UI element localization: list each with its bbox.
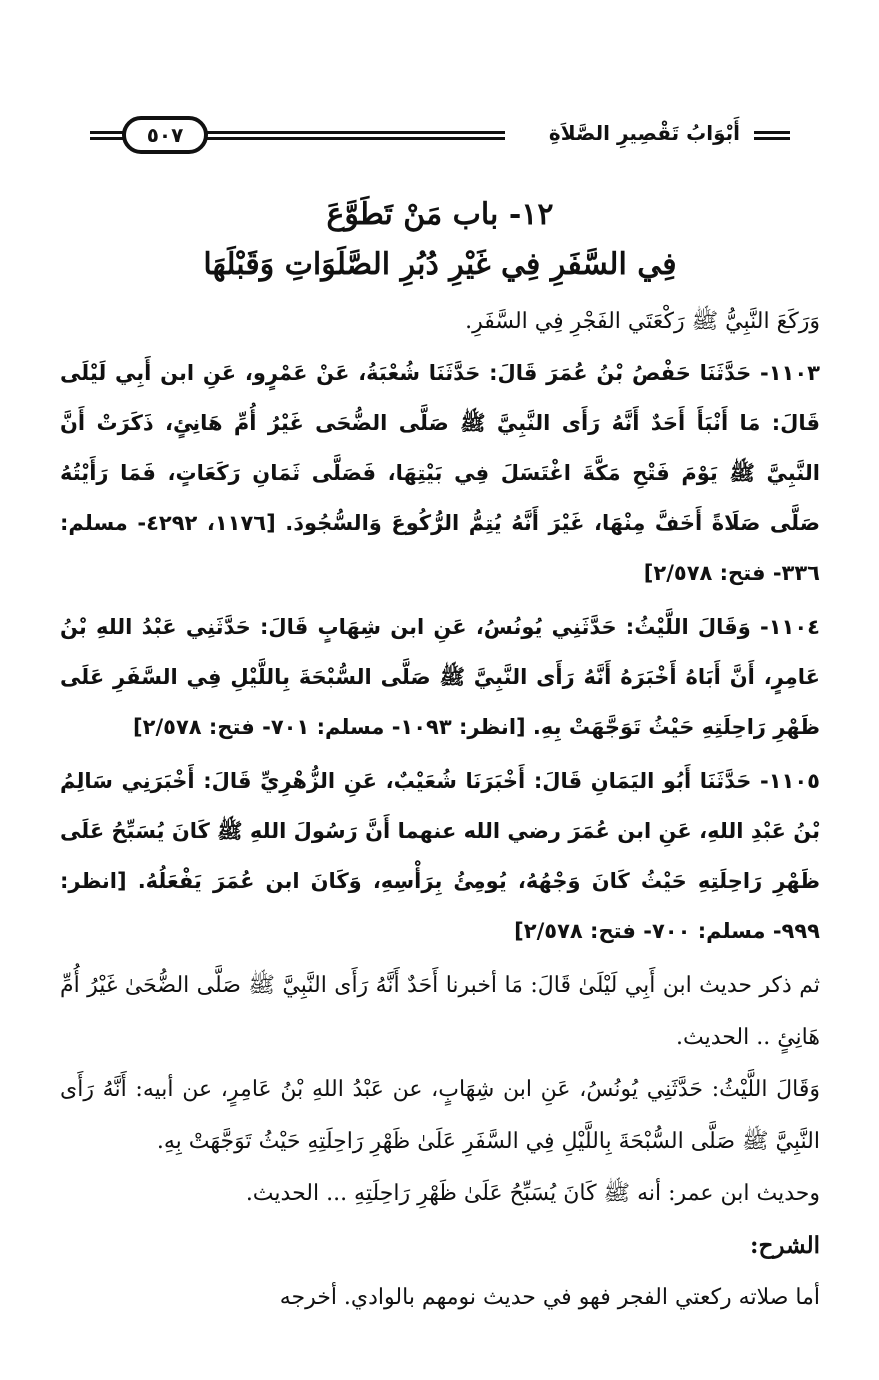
page-content [60,190,820,1324]
hadith-1105: ١١٠٥- حَدَّثَنَا أَبُو اليَمَانِ قَالَ: أَخْبَرَنَا شُعَيْبٌ، عَنِ الزُّهْرِيِّ قَالَ: أَخْبَرَنِي سَالِمُ بْنُ عَبْدِ اللهِ، عَنِ ابن عُمَرَ رضي الله عنهما أَنَّ رَسُولَ اللهِ ﷺ كَانَ يُسَبِّحُ عَلَى ظَهْرِ رَاحِلَتِهِ حَيْثُ كَانَ وَجْهُهُ، يُومِئُ بِرَأْسِهِ، وَكَانَ ابن عُمَرَ يَفْعَلُهُ. [انظر: ٩٩٩- مسلم: ٧٠٠- فتح: ٢/٥٧٨] [60,769,820,943]
page-number: ٥٠٧ [122,116,208,154]
hadith-1103: ١١٠٣- حَدَّثَنَا حَفْصُ بْنُ عُمَرَ قَالَ: حَدَّثَنَا شُعْبَةُ، عَنْ عَمْرٍو، عَنِ ابن أَبِي لَيْلَى قَالَ: مَا أَنْبَأَ أَحَدٌ أَنَّهُ رَأَى النَّبِيَّ ﷺ صَلَّى الضُّحَى غَيْرُ أُمِّ هَانِئٍ، ذَكَرَتْ أَنَّ النَّبِيَّ ﷺ يَوْمَ فَتْحِ مَكَّةَ اغْتَسَلَ فِي بَيْتِهَا، فَصَلَّى ثَمَانِ رَكَعَاتٍ، فَمَا رَأَيْتُهُ صَلَّى صَلَاةً أَخَفَّ مِنْهَا، غَيْرَ أَنَّهُ يُتِمُّ الرُّكُوعَ وَالسُّجُودَ. [١١٧٦، ٤٢٩٢- مسلم: ٣٣٦- فتح: ٢/٥٧٨] [60,361,820,585]
sharh-heading: الشرح: [750,1232,820,1259]
sharh-text: أما صلاته ركعتي الفجر فهو في حديث نومهم بالوادي. أخرجه [279,1285,820,1310]
running-header [90,115,790,163]
chapter-subtitle: فِي السَّفَرِ فِي غَيْرِ دُبُرِ الصَّلَوَاتِ وَقَبْلَهَا [203,247,677,282]
header-title: أَبْوَابُ تَقْصِيرِ الصَّلاَةِ [548,121,740,145]
chapter-title: ١٢- باب مَنْ تَطَوَّعَ [326,197,554,232]
intro-line: وَرَكَعَ النَّبِيُّ ﷺ رَكْعَتَي الفَجْرِ فِي السَّفَرِ. [465,309,820,334]
commentary-paragraph-2: وَقَالَ اللَّيْثُ: حَدَّثَنِي يُونُسُ، عَنِ ابن شِهَابٍ، عن عَبْدُ اللهِ بْنُ عَامِرٍ، عن أبيه: أَنَّهُ رَأَى النَّبِيَّ ﷺ صَلَّى السُّبْحَةَ بِاللَّيْلِ فِي السَّفَرِ عَلَىٰ ظَهْرِ رَاحِلَتِهِ حَيْثُ تَوَجَّهَتْ بِهِ. [60,1077,820,1154]
header-rule-right [754,131,790,140]
commentary-paragraph-1: ثم ذكر حديث ابن أَبِي لَيْلَىٰ قَالَ: مَا أخبرنا أَحَدٌ أَنَّهُ رَأَى النَّبِيَّ ﷺ صَلَّى الضُّحَىٰ غَيْرُ أُمِّ هَانِئٍ .. الحديث. [60,973,820,1050]
hadith-1104: ١١٠٤- وَقَالَ اللَّيْثُ: حَدَّثَنِي يُونُسُ، عَنِ ابن شِهَابٍ قَالَ: حَدَّثَنِي عَبْدُ اللهِ بْنُ عَامِرٍ، أَنَّ أَبَاهُ أَخْبَرَهُ أَنَّهُ رَأَى النَّبِيَّ ﷺ صَلَّى السُّبْحَةَ بِاللَّيْلِ فِي السَّفَرِ عَلَى ظَهْرِ رَاحِلَتِهِ حَيْثُ تَوَجَّهَتْ بِهِ. [انظر: ١٠٩٣- مسلم: ٧٠١- فتح: ٢/٥٧٨] [60,615,820,739]
commentary-paragraph-3: وحديث ابن عمر: أنه ﷺ كَانَ يُسَبِّحُ عَلَىٰ ظَهْرِ رَاحِلَتِهِ ... الحديث. [245,1181,820,1206]
